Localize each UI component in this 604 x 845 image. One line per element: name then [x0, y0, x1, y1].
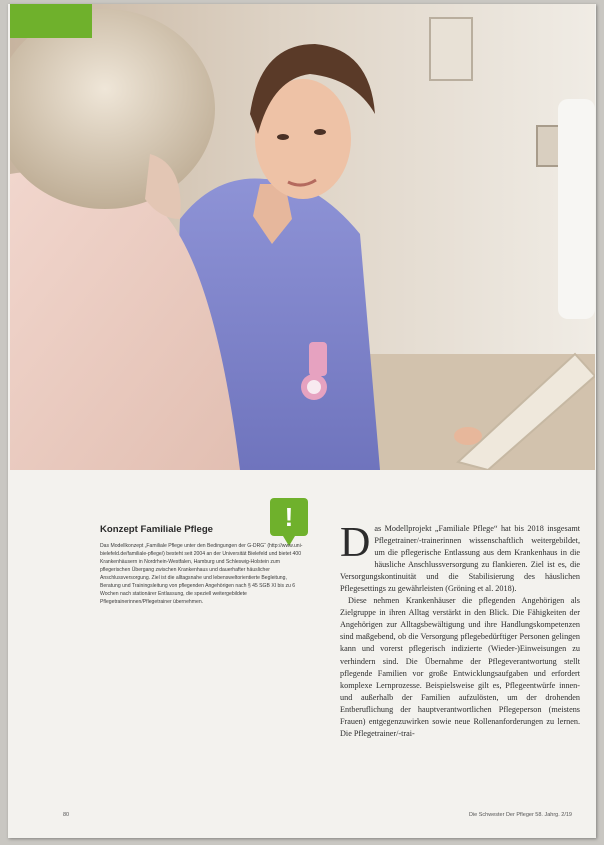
info-box-title: Konzept Familiale Pflege — [100, 524, 214, 535]
nurse-and-patient-illustration — [10, 4, 595, 470]
drop-cap: D — [340, 520, 371, 566]
header-photo — [10, 4, 595, 470]
info-box-text: Das Modellkonzept „Familiale Pflege unter den Bedingungen der G-DRG“ (http://www.uni-bielefeld.de/familiale-pflege/) besteht seit 2004 an der Universität Bielefeld und bietet 400 Krankenhäusern in Nordrhein-Westfalen, Hamburg und Schleswig-Holstein zum pflegerischen Übergang zwischen Krankenhaus und dauerhafter häuslicher Anschlussversorgung. Ziel ist die alltagsnahe und lebensweltorientierte Begleitung, Beratung und Trainingsleitung von pflegenden Angehörigen nach § 45 SGB XI bis zu 6 Wochen nach stationärer Entlassung, die speziell weitergebildete Pflegetrainerinnen/Pflegetrainer übernehmen. — [100, 543, 303, 605]
article-body — [340, 520, 580, 740]
article-paragraph-2: Diese nehmen Krankenhäuser die pflegenden Angehörigen als Zielgruppe in ihren Alltag verstärkt in den Blick. Die Fähigkeiten der Angehörigen zur Alltagsbewältigung und ihre Handlungskompetenzen sind maßgebend, ob die Versorgung pflegebedürftiger Personen gelingen kann und vorerst pflegerisch indizierte (Wieder-)Einweisungen zu verhindern sind. Die Übernahme der Pflegeverantwortung stellt pflegende Familien vor große Entwicklungsaufgaben und erfordert komplexe Lernprozesse. Beispielsweise gilt es, Pflegeentwürfe innen- und außerhalb der Familien aufzulösten, um der drohenden Entberuflichung der hauptverantwortlichen Pflegeperson (meistens Frauen) entgegenzuwirken sowie neue Rollenanforderungen zu lernen. Die Pflegetrainer/-trai- — [340, 596, 580, 738]
article-paragraph-1: as Modellprojekt „Familiale Pflege“ hat bis 2018 insgesamt Pflegetrainer/-trainerinnen wissenschaftlich weitergebildet, um die pflegerische Entlassung aus dem Krankenhaus in die häusliche Anschlussversorgung zu flankieren. Ziel ist es, die Versorgungskontinuität und die Stabilisierung des häuslichen Pflegesettings zu gewährleisten (Gröning et al. 2018). — [340, 524, 580, 594]
magazine-page — [8, 4, 596, 838]
exclamation-icon: ! — [284, 502, 294, 532]
section-color-tab — [10, 4, 92, 38]
page-number: 80 — [63, 812, 70, 818]
journal-footer: Die Schwester Der Pfleger 58. Jahrg. 2/19 — [468, 812, 572, 818]
